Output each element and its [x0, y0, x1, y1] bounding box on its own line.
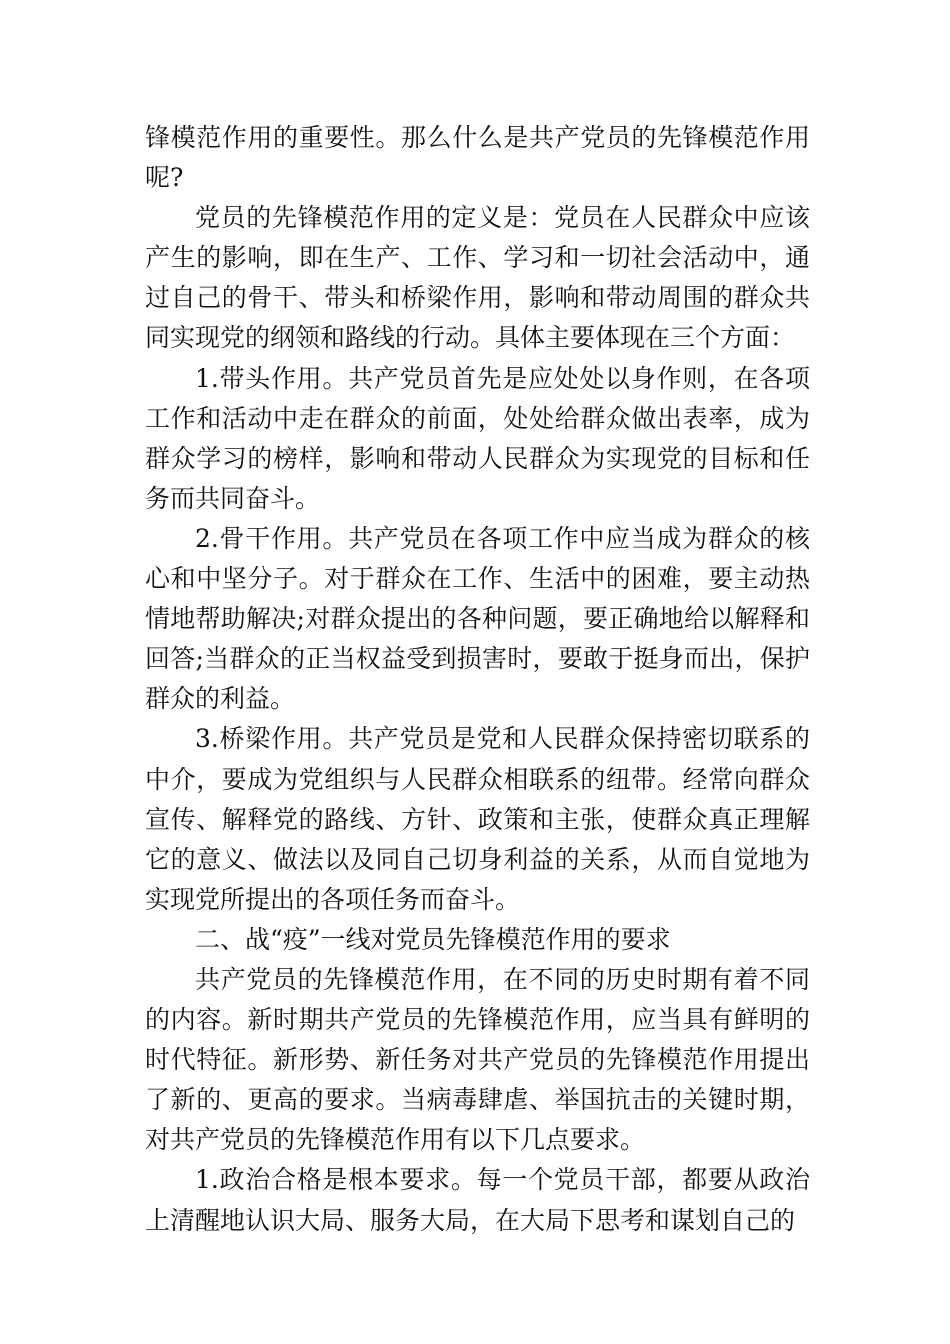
paragraph-leading-role: 1.带头作用。共产党员首先是应处处以身作则，在各项工作和活动中走在群众的前面，处处给群众做出表率，成为群众学习的榜样，影响和带动人民群众为实现党的目标和任务而共同奋斗。	[145, 363, 810, 513]
section-heading: 二、战“疫”一线对党员先锋模范作用的要求	[195, 924, 671, 954]
body-text	[145, 118, 810, 1241]
paragraph-new-era: 共产党员的先锋模范作用，在不同的历史时期有着不同的内容。新时期共产党员的先锋模范作用，应当具有鲜明的时代特征。新形势、新任务对共产党员的先锋模范作用提出了新的、更高的要求。当病毒肆虐、举国抗击的关键时期，对共产党员的先锋模范作用有以下几点要求。	[145, 964, 810, 1155]
paragraph-bridge-role: 3.桥梁作用。共产党员是党和人民群众保持密切联系的中介，要成为党组织与人民群众相联系的纽带。经常向群众宣传、解释党的路线、方针、政策和主张，使群众真正理解它的意义、做法以及同自己切身利益的关系，从而自觉地为实现党所提出的各项任务而奋斗。	[145, 724, 810, 914]
paragraph-continuation: 锋模范作用的重要性。那么什么是共产党员的先锋模范作用呢?	[145, 123, 810, 193]
paragraph-backbone-role: 2.骨干作用。共产党员在各项工作中应当成为群众的核心和中坚分子。对于群众在工作、生活中的困难，要主动热情地帮助解决;对群众提出的各种问题，要正确地给以解释和回答;当群众的正当权益受到损害时，要敢于挺身而出，保护群众的利益。	[145, 523, 810, 714]
paragraph-political-requirement: 1.政治合格是根本要求。每一个党员干部，都要从政治上清醒地认识大局、服务大局，在大局下思考和谋划自己的	[145, 1165, 810, 1235]
paragraph-definition: 党员的先锋模范作用的定义是：党员在人民群众中应该产生的影响，即在生产、工作、学习和一切社会活动中，通过自己的骨干、带头和桥梁作用，影响和带动周围的群众共同实现党的纲领和路线的行动。具体主要体现在三个方面：	[145, 203, 810, 353]
